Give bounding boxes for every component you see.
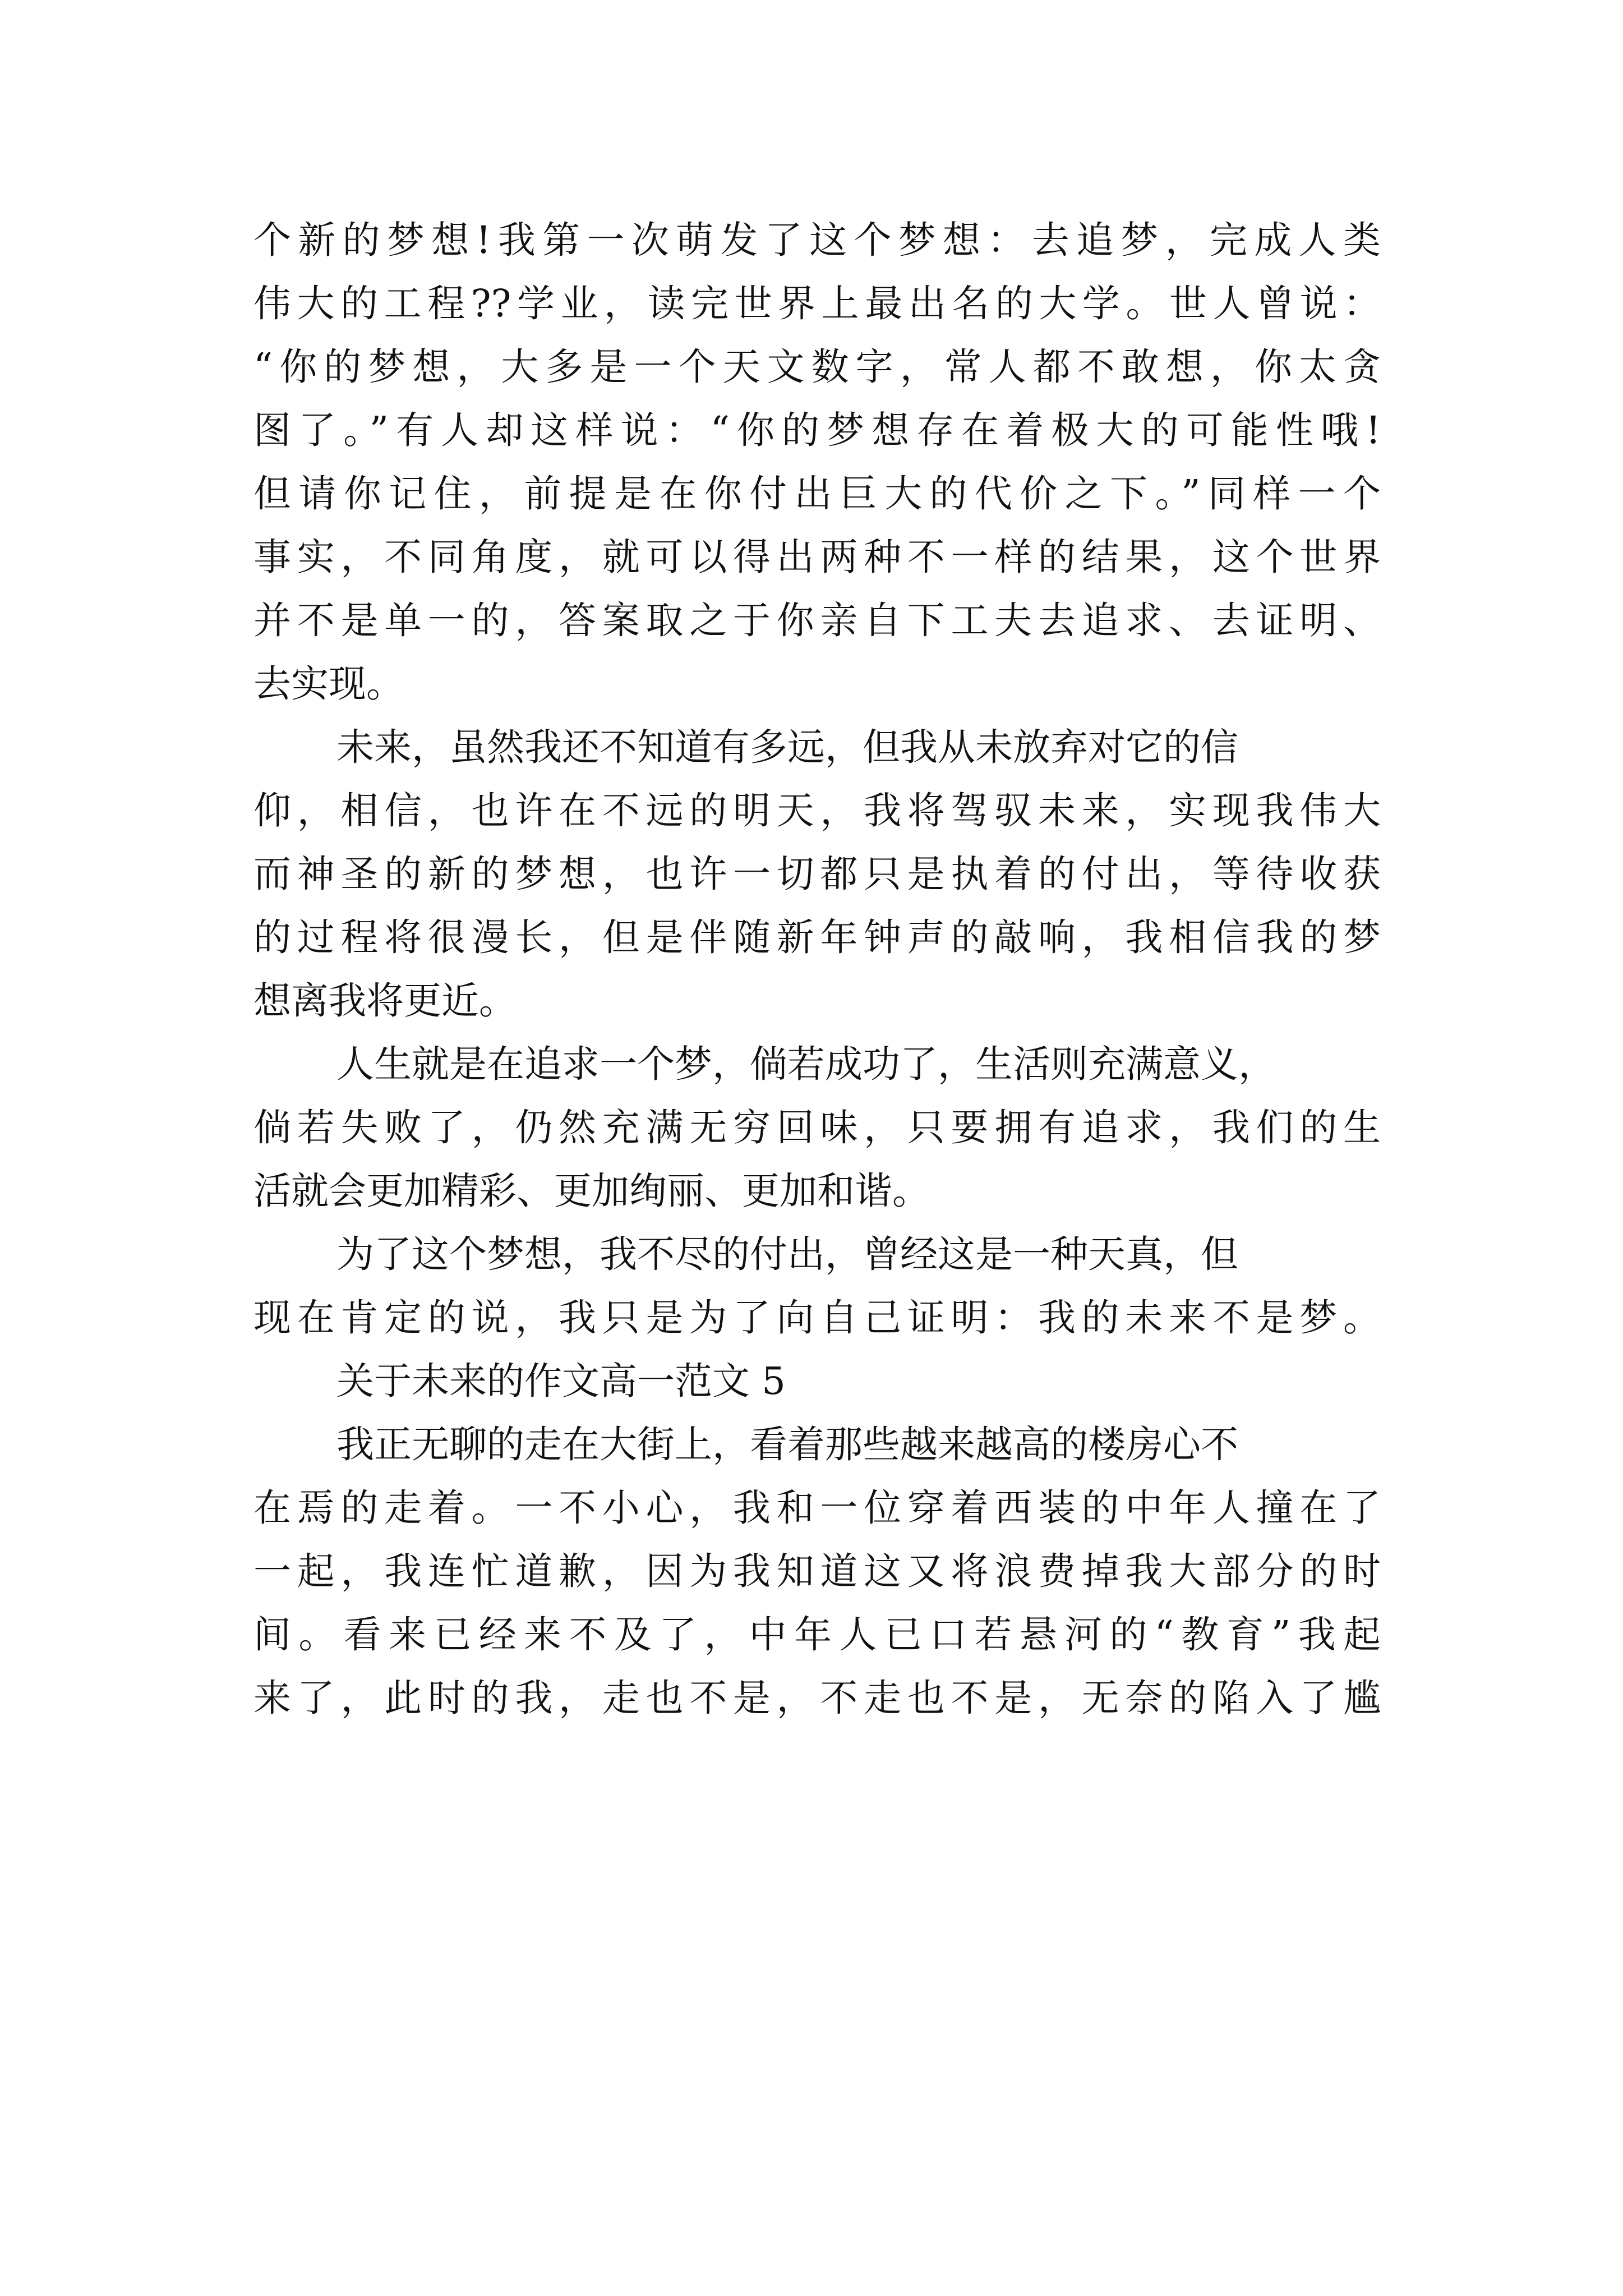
section-heading: 关于未来的作文高一范文 5 xyxy=(336,1359,786,1403)
text-line: 来了，此时的我，走也不是，不走也不是，无奈的陷入了尴 xyxy=(253,1676,1381,1720)
text-line: 想离我将更近。 xyxy=(253,979,517,1023)
text-line: 去实现。 xyxy=(253,662,404,706)
text-line: 现在肯定的说，我只是为了向自己证明：我的未来不是梦。 xyxy=(253,1296,1381,1340)
text-line: 一起，我连忙道歉，因为我知道这又将浪费掉我大部分的时 xyxy=(253,1549,1381,1593)
text-line: 个新的梦想!我第一次萌发了这个梦想：去追梦，完成人类 xyxy=(253,218,1381,262)
text-line: 仰，相信，也许在不远的明天，我将驾驭未来，实现我伟大 xyxy=(253,789,1381,832)
paragraph-start-line: 人生就是在追求一个梦，倘若成功了，生活则充满意义， xyxy=(336,1042,1276,1086)
text-line: 在焉的走着。一不小心，我和一位穿着西装的中年人撞在了 xyxy=(253,1486,1381,1530)
paragraph-start-line: 未来，虽然我还不知道有多远，但我从未放弃对它的信 xyxy=(336,725,1238,769)
paragraph-start-line: 为了这个梦想，我不尽的付出，曾经这是一种天真，但 xyxy=(336,1232,1238,1276)
text-line: 间。看来已经来不及了，中年人已口若悬河的“教育”我起 xyxy=(253,1613,1381,1657)
text-line: 事实，不同角度，就可以得出两种不一样的结果，这个世界 xyxy=(253,535,1381,579)
text-line: 而神圣的新的梦想，也许一切都只是执着的付出，等待收获 xyxy=(253,852,1381,896)
text-line: 活就会更加精彩、更加绚丽、更加和谐。 xyxy=(253,1169,930,1213)
text-line: 的过程将很漫长，但是伴随新年钟声的敲响，我相信我的梦 xyxy=(253,915,1381,959)
text-line: 伟大的工程??学业，读完世界上最出名的大学。世人曾说： xyxy=(253,282,1381,325)
text-line: 但请你记住，前提是在你付出巨大的代价之下。”同样一个 xyxy=(253,472,1381,516)
paragraph-start-line: 我正无聊的走在大街上，看着那些越来越高的楼房心不 xyxy=(336,1423,1238,1466)
text-line: 图了。”有人却这样说：“你的梦想存在着极大的可能性哦! xyxy=(253,408,1381,452)
text-line: 并不是单一的，答案取之于你亲自下工夫去追求、去证明、 xyxy=(253,599,1381,642)
document-body xyxy=(253,209,1381,1730)
text-line: 倘若失败了，仍然充满无穷回味，只要拥有追求，我们的生 xyxy=(253,1106,1381,1149)
text-line: “你的梦想，大多是一个天文数字，常人都不敢想，你太贪 xyxy=(253,345,1381,389)
